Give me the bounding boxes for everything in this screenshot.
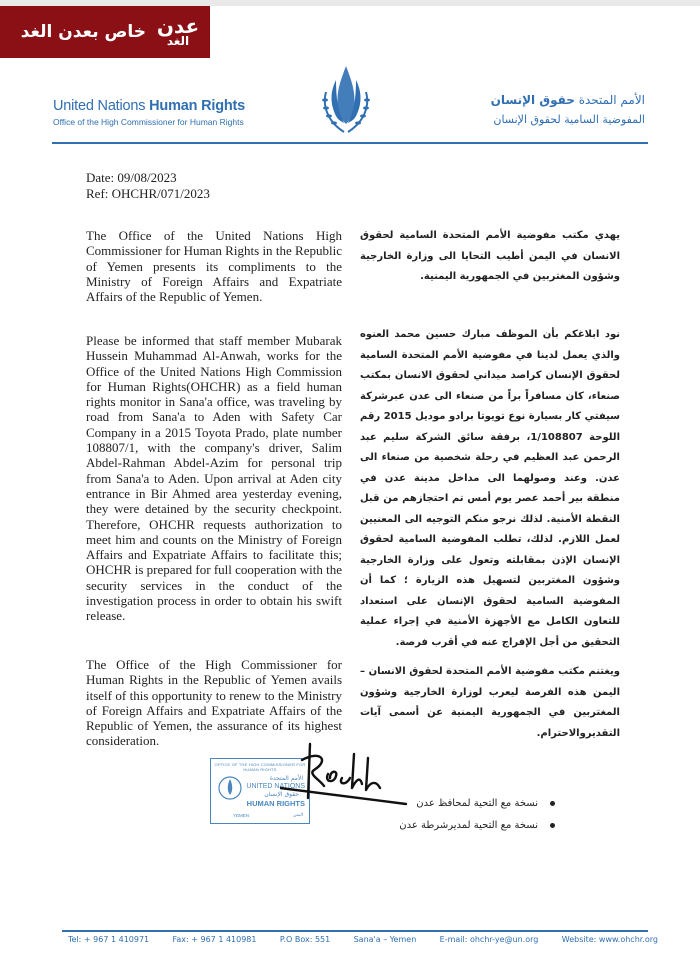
logo-line2: الغد xyxy=(166,34,190,48)
stamp-un: UNITED NATIONS xyxy=(246,783,305,790)
arabic-paragraph-3: ويغتنم مكتب مفوضية الأمم المتحدة لحقوق الانسان – اليمن هذه الفرصة ليعرب لوزارة الخارجية وشؤون المغتربين في الجمهورية اليمنية عن أسمى آيات التقديروالاحترام. xyxy=(360,666,620,739)
bullet-icon xyxy=(550,801,555,806)
stamp-human-rights: HUMAN RIGHTS xyxy=(246,799,305,808)
footer-divider xyxy=(62,930,648,932)
bullet-icon xyxy=(550,823,555,828)
letterhead-arabic xyxy=(491,93,645,126)
title-bold: Human Rights xyxy=(149,98,246,114)
letterhead-subtitle-en: Office of the High Commissioner for Human Rights xyxy=(53,117,244,127)
footer-city: Sana'a – Yemen xyxy=(353,935,417,944)
cc-list xyxy=(399,792,555,836)
signature-icon xyxy=(280,740,410,820)
stamp-emblem-icon xyxy=(217,775,243,801)
title-ar-bold: حقوق الإنسان xyxy=(490,93,575,107)
stamp-ar-line1: الأمم المتحدة xyxy=(269,775,303,782)
arabic-paragraph-1: يهدي مكتب مفوضية الأمم المتحدة السامية لحقوق الانسان في اليمن أطيب التحايا الى وزارة الخارجية وشؤون المغتربين في الجمهورية اليمنية. xyxy=(360,230,620,282)
footer-website[interactable]: Website: www.ohchr.org xyxy=(561,935,658,944)
letterhead-subtitle-ar: المفوضية السامية لحقوق الإنسان xyxy=(493,113,645,126)
cc-text: نسخة مع التحية لمحافظ عدن xyxy=(416,797,538,809)
footer-pobox: P.O Box: 551 xyxy=(279,935,331,944)
letter-date: Date: 09/08/2023 xyxy=(86,170,177,185)
cc-text: نسخة مع التحية لمديرشرطة عدن xyxy=(399,819,538,831)
badge-text: خاص بعدن الغد xyxy=(20,22,146,42)
cc-item xyxy=(399,814,555,836)
footer-email[interactable]: E-mail: ohchr-ye@un.org xyxy=(439,935,539,944)
stamp-top-text: OFFICE OF THE HIGH COMMISSIONER FOR HUMAN RIGHTS xyxy=(214,762,306,772)
title-plain: United Nations xyxy=(53,98,150,114)
arabic-paragraph-2: نود ابلاغكم بأن الموظف مبارك حسين محمد العنوه والذي يعمل لدينا في مفوضية الأمم المتحدة السامية لحقوق الإنسان كراصد ميداني لحقوق الانسان بمكتب صنعاء، كان مسافراً براً من صنعاء الى عدن عبرشركة سيفتي كار بسيارة نوع تويوتا برادو موديل 2015 رقم اللوحة 1/108807، برفقة سائق الشركة سليم عبد الرحمن عبد العظيم في رحلة شخصية من صنعاء الى عدن. وعند وصولهما الى مداخل مدينة عدن في منطقة بير أحمد عصر يوم أمس تم احتجازهم من قبل النقطة الأمنية. لذلك نرجو منكم التوجيه الى المعنيين لعمل اللازم. لذلك، تطلب المفوضية السامية لحقوق الإنسان الإذن بمقابلته وتعول على وزارة الخارجية وشؤون المغتربين لتسهيل هذه الزيارة ؛ كما أن المفوضية السامية لحقوق الإنسان على استعداد للتعاون الكامل مع الأجهزة الأمنية في إجراء عملية التحقيق من أجل الإفراج عنه في أقرب فرصة. xyxy=(360,329,620,648)
letterhead-title-ar xyxy=(491,93,645,107)
english-paragraph-1: The Office of the United Nations High Commissioner for Human Rights in the Republic of Yemen presents its compliments to the Ministry of Foreign Affairs and Expatriate Affairs of the Republic of Yemen. xyxy=(86,228,342,305)
un-human-rights-emblem-icon xyxy=(316,62,376,142)
logo-line1: عدن xyxy=(156,14,200,38)
stamp-country: YEMEN xyxy=(233,813,250,818)
cc-item xyxy=(399,792,555,814)
stamp-ar-line2: حقوق الإنسان xyxy=(264,791,299,798)
letterhead-title-en xyxy=(53,98,245,114)
header-divider xyxy=(52,142,648,144)
aden-alghad-logo xyxy=(156,14,200,48)
footer-tel: Tel: + 967 1 410971 xyxy=(68,935,150,944)
title-ar-plain: الأمم المتحدة xyxy=(574,93,645,107)
english-paragraph-2: Please be informed that staff member Mubarak Hussein Muhammad Al-Anwah, works for the Office of the United Nations High Commission for Human Rights(OHCHR) as a field human rights monitor in Sana'a office, was traveling by road from Sana'a to Aden with Safety Car Company in a 2015 Toyota Prado, plate number 108807/1, with the company's driver, Salim Abdel-Rahman Abdel-Azim for personal trip from Sana'a to Aden. Upon arrival at Aden city entrance in Bir Ahmed area yesterday evening, they were detained by the security checkpoint. Therefore, OHCHR requests authorization to meet him and counts on the Ministry of Foreign Affairs and Expatriate Affairs to facilitate this; OHCHR is prepared for full cooperation with the security services in the conduct of the investigation process in order to obtain his swift release. xyxy=(86,333,342,624)
letter-meta xyxy=(86,170,210,202)
stamp-country-ar: اليمن xyxy=(292,813,303,818)
exclusive-badge xyxy=(0,6,210,58)
footer-contacts xyxy=(68,935,658,944)
letter-ref: Ref: OHCHR/071/2023 xyxy=(86,186,210,201)
footer-fax: Fax: + 967 1 410981 xyxy=(172,935,257,944)
letterhead-english xyxy=(53,98,245,127)
english-paragraph-3: The Office of the High Commissioner for Human Rights in the Republic of Yemen avails itself of this opportunity to renew to the Ministry of Foreign Affairs and Expatriate Affairs of the Republic of Yemen, the assurance of its highest consideration. xyxy=(86,657,342,749)
